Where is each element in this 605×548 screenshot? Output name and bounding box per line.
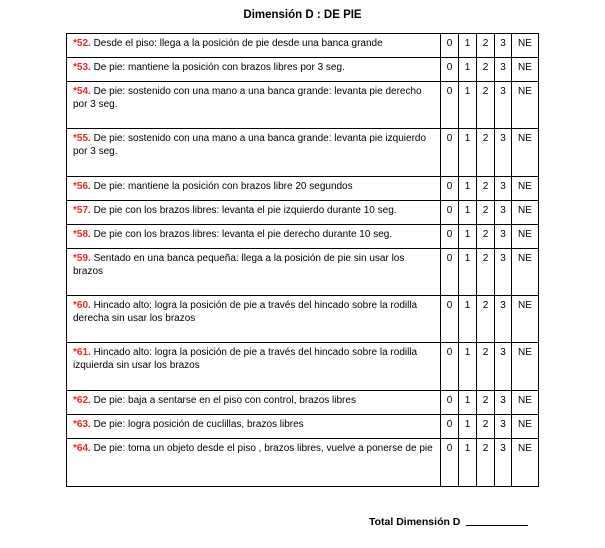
score-option[interactable]: 2 bbox=[477, 415, 495, 439]
item-description: De pie: toma un objeto desde el piso , brazos libres, vuelve a ponerse de pie bbox=[90, 443, 433, 454]
section-title: Dimensión D : DE PIE bbox=[243, 9, 362, 21]
item-number: *56. bbox=[73, 181, 91, 192]
score-option[interactable]: 1 bbox=[459, 343, 477, 391]
score-option[interactable]: 0 bbox=[441, 58, 459, 82]
score-option[interactable]: 3 bbox=[495, 34, 512, 58]
score-option[interactable]: 3 bbox=[495, 439, 512, 487]
score-option[interactable]: 0 bbox=[441, 439, 459, 487]
score-option[interactable]: 0 bbox=[441, 82, 459, 129]
item-text-cell bbox=[67, 391, 441, 415]
score-option[interactable]: 3 bbox=[495, 296, 512, 343]
score-option[interactable]: 2 bbox=[477, 249, 495, 296]
score-option[interactable]: 0 bbox=[441, 34, 459, 58]
item-description: De pie: baja a sentarse en el piso con control, brazos libres bbox=[90, 395, 356, 406]
total-blank[interactable] bbox=[466, 515, 528, 526]
score-option[interactable]: NE bbox=[512, 177, 539, 201]
item-number: *52. bbox=[73, 38, 91, 49]
item-description: Hincado alto: logra la posición de pie a través del hincado sobre la rodilla izquierda sin usar los brazos bbox=[73, 347, 418, 371]
item-description: De pie con los brazos libres: levanta el pie derecho durante 10 seg. bbox=[90, 229, 393, 240]
item-text-cell bbox=[67, 129, 441, 177]
score-option[interactable]: 2 bbox=[477, 82, 495, 129]
score-option[interactable]: NE bbox=[512, 82, 539, 129]
score-option[interactable]: 2 bbox=[477, 177, 495, 201]
item-number: *57. bbox=[73, 205, 91, 216]
score-option[interactable]: 3 bbox=[495, 201, 512, 225]
score-option[interactable]: 2 bbox=[477, 129, 495, 177]
item-row bbox=[67, 343, 539, 391]
score-option[interactable]: NE bbox=[512, 58, 539, 82]
item-number: *64. bbox=[73, 443, 91, 454]
item-row bbox=[67, 82, 539, 129]
score-option[interactable]: 2 bbox=[477, 439, 495, 487]
score-option[interactable]: NE bbox=[512, 225, 539, 249]
item-text-cell bbox=[67, 249, 441, 296]
score-option[interactable]: NE bbox=[512, 415, 539, 439]
item-text-cell bbox=[67, 225, 441, 249]
score-option[interactable]: 0 bbox=[441, 225, 459, 249]
item-description: De pie: mantiene la posición con brazos libres por 3 seg. bbox=[90, 62, 345, 73]
item-row bbox=[67, 249, 539, 296]
score-option[interactable]: 1 bbox=[459, 82, 477, 129]
score-option[interactable]: 3 bbox=[495, 177, 512, 201]
item-number: *55. bbox=[73, 133, 91, 144]
item-row bbox=[67, 129, 539, 177]
score-option[interactable]: 3 bbox=[495, 415, 512, 439]
item-text-cell bbox=[67, 343, 441, 391]
score-option[interactable]: 1 bbox=[459, 177, 477, 201]
score-option[interactable]: 3 bbox=[495, 129, 512, 177]
item-description: De pie con los brazos libres: levanta el pie izquierdo durante 10 seg. bbox=[90, 205, 397, 216]
item-number: *61. bbox=[73, 347, 91, 358]
item-number: *58. bbox=[73, 229, 91, 240]
item-row bbox=[67, 415, 539, 439]
item-row bbox=[67, 296, 539, 343]
item-text-cell bbox=[67, 296, 441, 343]
total-line bbox=[369, 515, 528, 528]
score-option[interactable]: 0 bbox=[441, 201, 459, 225]
score-option[interactable]: NE bbox=[512, 391, 539, 415]
item-number: *62. bbox=[73, 395, 91, 406]
item-row bbox=[67, 439, 539, 487]
item-description: Sentado en una banca pequeña: llega a la posición de pie sin usar los brazos bbox=[73, 253, 405, 277]
score-option[interactable]: NE bbox=[512, 296, 539, 343]
score-option[interactable]: 1 bbox=[459, 129, 477, 177]
score-option[interactable]: 1 bbox=[459, 201, 477, 225]
score-option[interactable]: 1 bbox=[459, 249, 477, 296]
score-option[interactable]: 0 bbox=[441, 343, 459, 391]
score-option[interactable]: 0 bbox=[441, 391, 459, 415]
score-option[interactable]: 0 bbox=[441, 129, 459, 177]
item-row bbox=[67, 391, 539, 415]
score-option[interactable]: NE bbox=[512, 439, 539, 487]
score-option[interactable]: 2 bbox=[477, 225, 495, 249]
score-option[interactable]: 2 bbox=[477, 34, 495, 58]
score-option[interactable]: 1 bbox=[459, 34, 477, 58]
score-option[interactable]: 3 bbox=[495, 225, 512, 249]
score-option[interactable]: 0 bbox=[441, 249, 459, 296]
items-table bbox=[66, 33, 539, 487]
item-row bbox=[67, 34, 539, 58]
score-option[interactable]: 3 bbox=[495, 82, 512, 129]
item-text-cell bbox=[67, 177, 441, 201]
item-description: Hincado alto: logra la posición de pie a través del hincado sobre la rodilla derecha sin usar los brazos bbox=[73, 300, 418, 324]
score-option[interactable]: NE bbox=[512, 129, 539, 177]
item-description: De pie: mantiene la posición con brazos libre 20 segundos bbox=[90, 181, 353, 192]
item-text-cell bbox=[67, 82, 441, 129]
item-number: *53. bbox=[73, 62, 91, 73]
item-text-cell bbox=[67, 439, 441, 487]
item-number: *60. bbox=[73, 300, 91, 311]
item-row bbox=[67, 225, 539, 249]
item-description: De pie: logra posición de cuclillas, brazos libres bbox=[90, 419, 304, 430]
score-option[interactable]: 3 bbox=[495, 343, 512, 391]
score-option[interactable]: 1 bbox=[459, 58, 477, 82]
score-option[interactable]: 1 bbox=[459, 415, 477, 439]
item-text-cell bbox=[67, 415, 441, 439]
item-row bbox=[67, 201, 539, 225]
score-option[interactable]: 2 bbox=[477, 391, 495, 415]
item-text-cell bbox=[67, 201, 441, 225]
score-option[interactable]: NE bbox=[512, 249, 539, 296]
score-option[interactable]: 0 bbox=[441, 415, 459, 439]
score-option[interactable]: NE bbox=[512, 201, 539, 225]
score-option[interactable]: 2 bbox=[477, 343, 495, 391]
item-text-cell bbox=[67, 58, 441, 82]
score-option[interactable]: 0 bbox=[441, 296, 459, 343]
score-option[interactable]: 3 bbox=[495, 249, 512, 296]
score-option[interactable]: NE bbox=[512, 34, 539, 58]
score-option[interactable]: 0 bbox=[441, 177, 459, 201]
item-description: De pie: sostenido con una mano a una banca grande: levanta pie derecho por 3 seg. bbox=[73, 86, 422, 110]
score-option[interactable]: 1 bbox=[459, 225, 477, 249]
score-option[interactable]: 2 bbox=[477, 201, 495, 225]
item-number: *63. bbox=[73, 419, 91, 430]
score-option[interactable]: 3 bbox=[495, 391, 512, 415]
item-number: *59. bbox=[73, 253, 91, 264]
item-number: *54. bbox=[73, 86, 91, 97]
score-option[interactable]: 2 bbox=[477, 296, 495, 343]
score-option[interactable]: 1 bbox=[459, 296, 477, 343]
total-label: Total Dimensión D bbox=[369, 516, 461, 528]
score-option[interactable]: 1 bbox=[459, 391, 477, 415]
score-option[interactable]: NE bbox=[512, 343, 539, 391]
score-option[interactable]: 2 bbox=[477, 58, 495, 82]
score-option[interactable]: 3 bbox=[495, 58, 512, 82]
score-option[interactable]: 1 bbox=[459, 439, 477, 487]
item-description: De pie: sostenido con una mano a una banca grande: levanta pie izquierdo por 3 seg. bbox=[73, 133, 427, 157]
item-row bbox=[67, 58, 539, 82]
item-description: Desde el piso: llega a la posición de pie desde una banca grande bbox=[90, 38, 383, 49]
item-row bbox=[67, 177, 539, 201]
item-text-cell bbox=[67, 34, 441, 58]
